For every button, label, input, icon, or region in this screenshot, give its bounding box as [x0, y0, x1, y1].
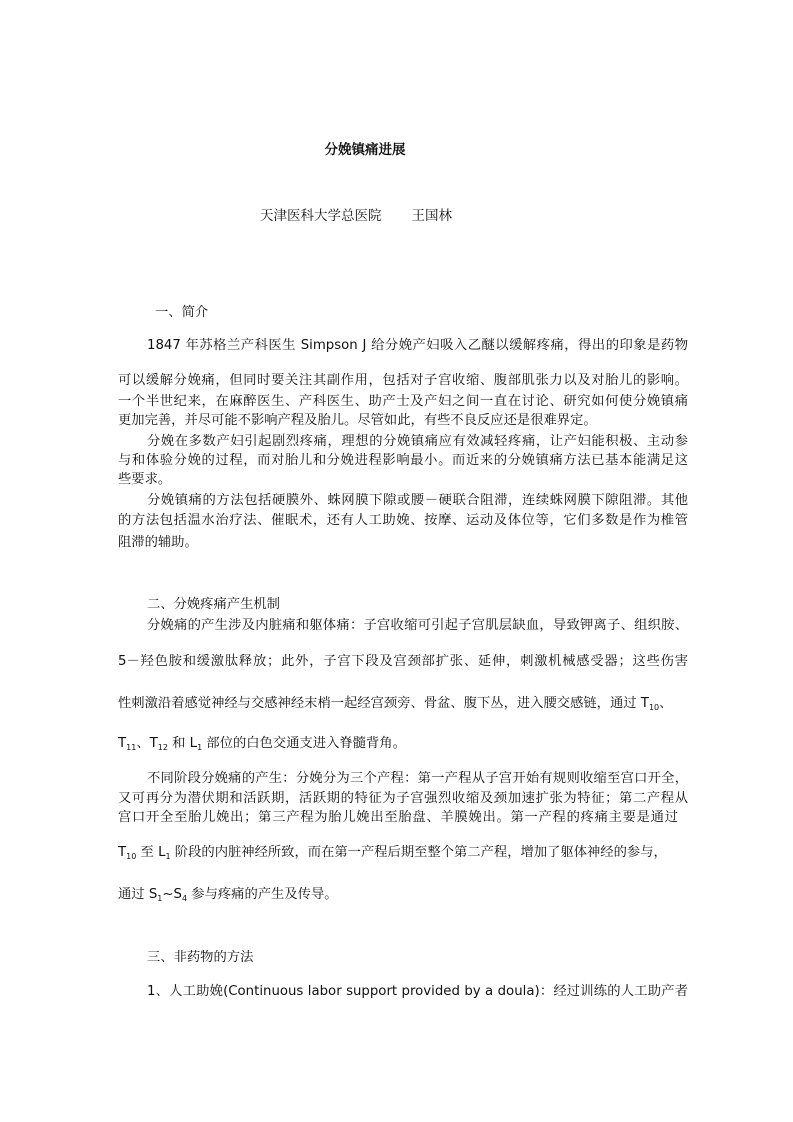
text: T	[118, 736, 127, 751]
paragraph-line: 不同阶段分娩痛的产生：分娩分为三个产程：第一产程从子宫开始有规则收缩至宫口开全，	[147, 771, 688, 786]
paragraph-line: 分娩镇痛的方法包括硬膜外、蛛网膜下隙或腰－硬联合阻滞，连续蛛网膜下隙阻滞。其他	[147, 493, 688, 508]
document-title: 分娩镇痛进展	[324, 142, 406, 158]
text: 通过 S	[118, 887, 158, 902]
paragraph-line: 阻滞的辅助。	[118, 535, 198, 550]
paragraph-line: 可以缓解分娩痛，但同时要关注其副作用，包括对子宫收缩、腹部肌张力以及对胎儿的影响。	[118, 373, 688, 388]
paragraph-line	[118, 695, 688, 713]
paragraph-line: 分娩痛的产生涉及内脏痛和躯体痛：子宫收缩可引起子宫肌层缺血，导致钾离子、组织胺、	[147, 618, 688, 633]
paragraph-line: 与和体验分娩的过程，而对胎儿和分娩进程影响最小。而近来的分娩镇痛方法已基本能满足这	[118, 453, 688, 468]
author: 王国林	[411, 208, 452, 224]
byline	[260, 204, 452, 224]
text: 和 L	[167, 736, 198, 751]
text: 性刺激沿着感觉神经与交感神经末梢一起经宫颈旁、骨盆、腹下丛，进入腰交感链，通过 T	[118, 696, 649, 711]
text: 参与疼痛的产生及传导。	[187, 887, 338, 902]
subscript: 12	[157, 743, 168, 752]
paragraph-line: 5－羟色胺和缓激肽释放；此外，子宫下段及宫颈部扩张、延伸，刺激机械感受器；这些伤害	[118, 654, 688, 669]
paragraph-line	[118, 735, 688, 753]
subscript: 10	[126, 852, 137, 861]
paragraph-line: 1、人工助娩(Continuous labor support provided by a doula)：经过训练的人工助产者	[147, 984, 688, 999]
paragraph-line: 的方法包括温水治疗法、催眠术，还有人工助娩、按摩、运动及体位等，它们多数是作为椎管	[118, 513, 688, 528]
paragraph-line: 宫口开全至胎儿娩出；第三产程为胎儿娩出至胎盘、羊膜娩出。第一产程的疼痛主要是通过	[118, 810, 678, 825]
paragraph-line	[118, 844, 688, 862]
text: ~S	[162, 887, 182, 902]
paragraph-line: 些要求。	[118, 472, 172, 487]
text: 、	[659, 696, 673, 711]
text: 部位的白色交通支进入脊髓背角。	[202, 736, 406, 751]
paragraph-line: 更加完善，并尽可能不影响产程及胎儿。尽管如此，有些不良反应还是很难界定。	[118, 413, 597, 428]
text: 阶段的内脏神经所致，而在第一产程后期至整个第二产程，增加了躯体神经的参与，	[170, 845, 667, 860]
subscript: 1	[165, 852, 171, 861]
section-3-heading: 三、非药物的方法	[147, 950, 254, 965]
affiliation: 天津医科大学总医院	[260, 208, 382, 224]
subscript: 10	[648, 703, 660, 712]
section-2-heading: 二、分娩疼痛产生机制	[147, 597, 280, 612]
paragraph-line: 又可再分为潜伏期和活跃期，活跃期的特征为子宫强烈收缩及颈加速扩张为特征；第二产程从	[118, 791, 688, 806]
subscript: 11	[126, 743, 137, 752]
paragraph-line: 分娩在多数产妇引起剧烈疼痛，理想的分娩镇痛应有效减轻疼痛，让产妇能积极、主动参	[147, 434, 688, 449]
paragraph-line: 1847 年苏格兰产科医生 Simpson J 给分娩产妇吸入乙醚以缓解疼痛，得出的印象是药物	[147, 338, 688, 353]
text: 、T	[136, 736, 158, 751]
subscript: 4	[181, 894, 188, 903]
section-1-heading: 一、简介	[155, 305, 209, 320]
paragraph-line: 一个半世纪来，在麻醉医生、产科医生、助产士及产妇之间一直在讨论、研究如何使分娩镇痛	[118, 394, 688, 409]
paragraph-line	[118, 886, 688, 904]
subscript: 1	[197, 743, 203, 752]
text: T	[118, 845, 127, 860]
subscript: 1	[157, 894, 163, 903]
text: 至 L	[136, 845, 166, 860]
